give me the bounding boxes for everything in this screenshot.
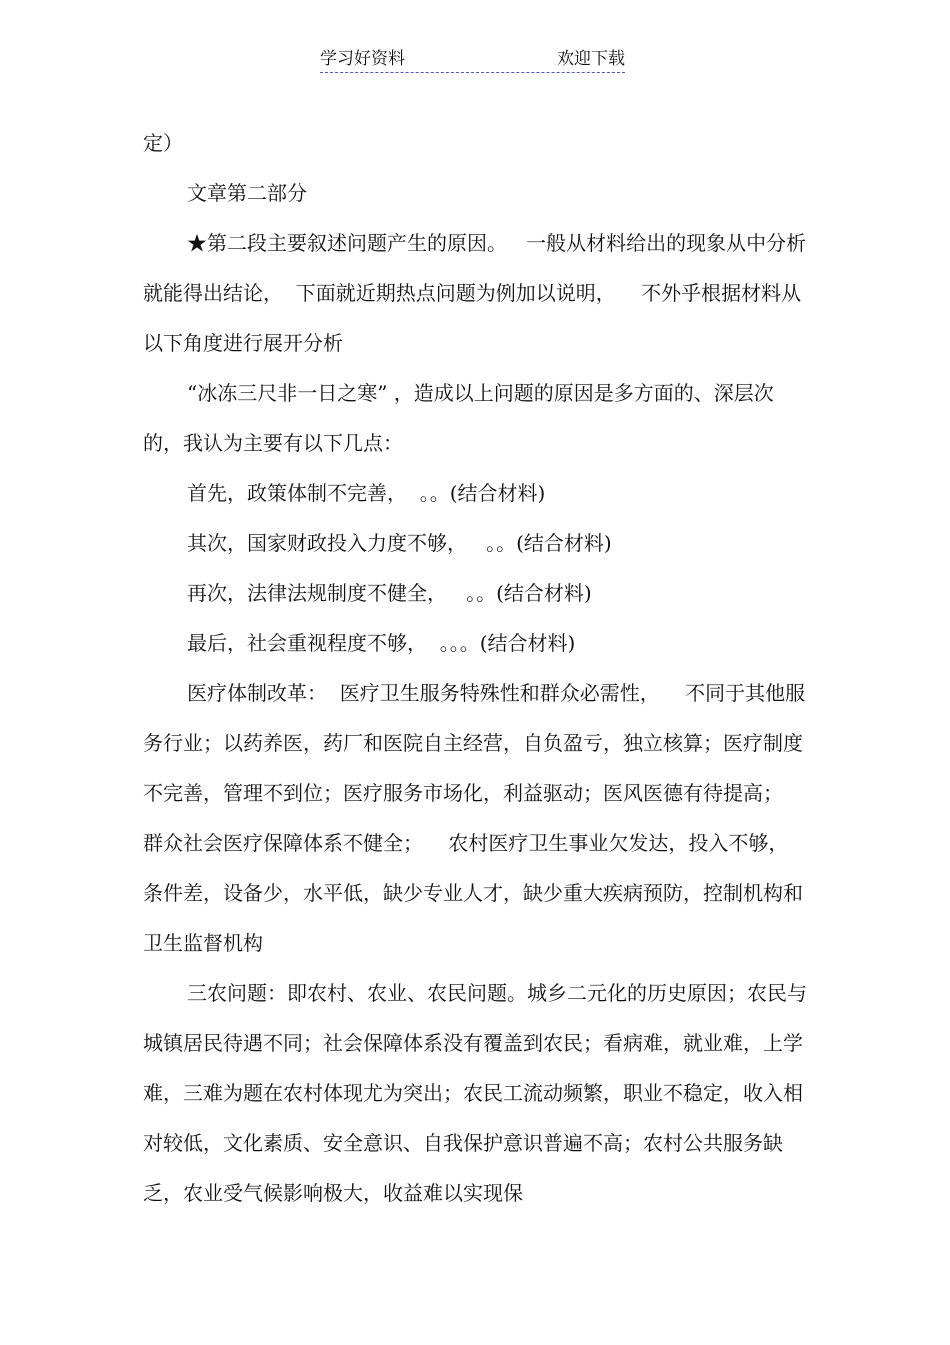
paragraph: 三农问题：即农村、农业、农民问题。城乡二元化的历史原因；农民与城镇居民待遇不同；社会保障体系没有覆盖到农民；看病难，就业难，上学难，三难为题在农村体现尤为突出；农民工流动频繁，职业不稳定，收入相对较低，文化素质、安全意识、自我保护意识普遍不高；农村公共服务缺乏，农业受气候影响极大，收益难以实现保 (143, 981, 807, 1205)
paragraph: 定） (143, 131, 183, 155)
paragraph: 医疗体制改革： 医疗卫生服务特殊性和群众必需性， 不同于其他服务行业；以药养医，药厂和医院自主经营，自负盈亏，独立核算；医疗制度不完善，管理不到位；医疗服务市场化，利益驱动；医风医德有待提高； 群众社会医疗保障体系不健全； 农村医疗卫生事业欠发达，投入不够，条件差，设备少，水平低，缺少专业人才，缺少重大疾病预防，控制机构和卫生监督机构 (143, 681, 806, 955)
header-right-text: 欢迎下载 (557, 49, 625, 69)
document-body (143, 118, 808, 1218)
paragraph: “冰冻三尺非一日之寒” ，造成以上问题的原因是多方面的、深层次的，我认为主要有以下几点： (143, 381, 774, 455)
paragraph: 其次，国家财政投入力度不够， 。。(结合材料) (187, 531, 612, 555)
paragraph: ★第二段主要叙述问题产生的原因。 一般从材料给出的现象从中分析就能得出结论， 下面就近期热点问题为例加以说明， 不外乎根据材料从以下角度进行展开分析 (143, 231, 807, 355)
page-header (320, 46, 625, 73)
paragraph: 首先，政策体制不完善， 。。(结合材料) (187, 481, 546, 505)
paragraph: 文章第二部分 (187, 181, 307, 205)
paragraph: 最后，社会重视程度不够， 。。。(结合材料) (187, 631, 576, 655)
paragraph: 再次，法律法规制度不健全， 。。(结合材料) (187, 581, 592, 605)
header-left-text: 学习好资料 (320, 49, 405, 69)
